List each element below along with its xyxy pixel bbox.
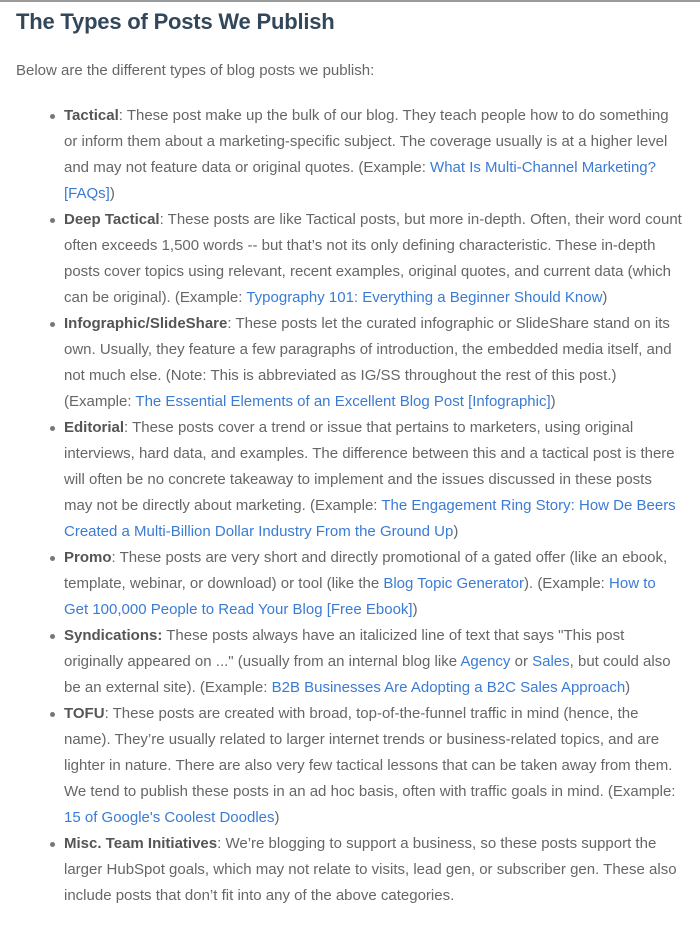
post-type-term: TOFU xyxy=(64,705,105,722)
post-types-list xyxy=(16,103,684,909)
example-link[interactable]: The Engagement Ring Story: How De Beers Created a Multi-Billion Dollar Industry From the Ground Up xyxy=(64,497,676,540)
description-text: These posts are created with broad, top-of-the-funnel traffic in mind (hence, the name). They’re usually related to larger internet trends or business-related topics, and are lighter in nature. There are also very few tactical lessons that can be taken away from them. We tend to publish these posts in an ad hoc basis, often with traffic goals in mind. (Example: xyxy=(64,705,676,800)
post-type-term: Misc. Team Initiatives xyxy=(64,835,218,852)
description-text: These post make up the bulk of our blog. They teach people how to do something or inform them about a marketing-specific subject. The coverage usually is at a higher level and may not feature data or original quotes. (Example: xyxy=(64,107,669,176)
description-text: These posts are very short and directly promotional of a gated offer (like an ebook, template, webinar, or download) or tool (like the xyxy=(64,549,668,592)
description-text: These posts always have an italicized line of text that says "This post originally appeared on ..." (usually from an internal blog like xyxy=(64,627,625,670)
post-type-term: Editorial xyxy=(64,419,125,436)
description-text: ) xyxy=(274,809,280,826)
description-text: These posts let the curated infographic or SlideShare stand on its own. Usually, they feature a few paragraphs of introduction, the embedded media itself, and not much else. (Note: This is abbreviated as IG/SS throughout the rest of this post.) (Example: xyxy=(64,315,672,410)
description-text: ) xyxy=(109,185,115,202)
list-item-deep-tactical xyxy=(64,207,684,311)
example-link[interactable]: How to Get 100,000 People to Read Your Blog [Free Ebook] xyxy=(64,575,656,618)
list-item-tofu xyxy=(64,701,684,831)
description-text: , but could also be an external site). (Example: xyxy=(64,653,671,696)
term-separator: : xyxy=(124,419,129,436)
description-text: We’re blogging to support a business, so these posts support the larger HubSpot goals, which may not relate to visits, lead gen, or subscriber gen. These also include posts that don’t fit into any of the above categories. xyxy=(64,835,677,904)
description-text: ) xyxy=(412,601,418,618)
description-text: or xyxy=(510,653,533,670)
example-link[interactable]: What Is Multi-Channel Marketing? [FAQs] xyxy=(64,159,656,202)
intro-paragraph: Below are the different types of blog posts we publish: xyxy=(16,62,375,79)
example-link[interactable]: Sales xyxy=(532,653,570,670)
description-text: These posts cover a trend or issue that pertains to marketers, using original interviews, hard data, and examples. The difference between this and a tactical post is there will often be no concrete takeaway to implement and the issues discussed in these posts may not be directly about marketing. (Example: xyxy=(64,419,675,514)
article-section xyxy=(0,8,700,909)
list-item-editorial xyxy=(64,415,684,545)
description-text: ) xyxy=(602,289,608,306)
description-text: ) xyxy=(453,523,459,540)
description-text: These posts are like Tactical posts, but more in-depth. Often, their word count often exceeds 1,500 words -- but that’s not its only defining characteristic. These in-depth posts cover topics using relevant, recent examples, original quotes, and current data (which can be original). (Example: xyxy=(64,211,682,306)
term-separator: : xyxy=(159,211,164,228)
list-item-tactical xyxy=(64,103,684,207)
list-item-syndications xyxy=(64,623,684,701)
post-type-term: Deep Tactical xyxy=(64,211,160,228)
post-type-term: Syndications: xyxy=(64,627,163,644)
example-link[interactable]: Blog Topic Generator xyxy=(383,575,524,592)
term-separator: : xyxy=(111,549,116,566)
example-link[interactable]: 15 of Google's Coolest Doodles xyxy=(64,809,275,826)
term-separator: : xyxy=(217,835,222,852)
example-link[interactable]: Typography 101: Everything a Beginner Should Know xyxy=(246,289,603,306)
term-separator: : xyxy=(118,107,123,124)
example-link[interactable]: The Essential Elements of an Excellent Blog Post [Infographic] xyxy=(135,393,551,410)
list-item-promo xyxy=(64,545,684,623)
list-item-misc-team-initiatives xyxy=(64,831,684,909)
section-heading: The Types of Posts We Publish xyxy=(16,9,335,34)
example-link[interactable]: Agency xyxy=(460,653,511,670)
term-separator: : xyxy=(104,705,109,722)
list-item-infographic-slideshare xyxy=(64,311,684,415)
description-text: ) xyxy=(625,679,631,696)
post-type-term: Tactical xyxy=(64,107,119,124)
post-type-term: Promo xyxy=(64,549,112,566)
term-separator: : xyxy=(227,315,232,332)
description-text: ) xyxy=(550,393,556,410)
description-text: ). (Example: xyxy=(523,575,610,592)
example-link[interactable]: B2B Businesses Are Adopting a B2C Sales Approach xyxy=(271,679,626,696)
post-type-term: Infographic/SlideShare xyxy=(64,315,228,332)
